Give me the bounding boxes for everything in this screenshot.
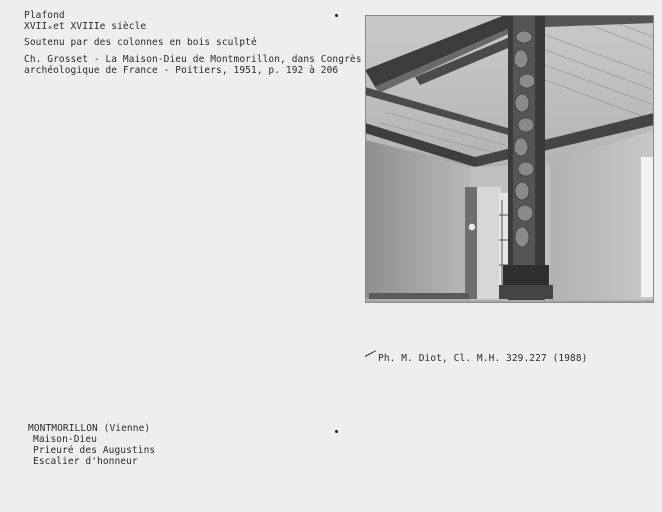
subject-label: Plafond (24, 10, 65, 21)
ceiling-photograph (365, 15, 654, 303)
credit-pointer-mark (365, 350, 376, 357)
reference-line-1: Ch. Grosset - La Maison-Dieu de Montmorillon, dans Congrès (24, 54, 362, 65)
punch-mark-bottom (335, 430, 338, 433)
reference-line-2: archéologique de France - Poitiers, 1951, p. 192 à 206 (24, 65, 339, 76)
punch-mark-top (335, 14, 338, 17)
location-town: MONTMORILLON (Vienne) (28, 423, 151, 434)
location-detail-1: Prieuré des Augustins (33, 445, 156, 456)
location-detail-2: Escalier d'honneur (33, 456, 138, 467)
date-label: XVIIₑet XVIIIe siècle (24, 21, 147, 32)
photo-credit: Ph. M. Diot, Cl. M.H. 329.227 (1988) (378, 353, 588, 364)
location-building: Maison-Dieu (33, 434, 98, 445)
description-label: Soutenu par des colonnes en bois sculpté (24, 37, 257, 48)
